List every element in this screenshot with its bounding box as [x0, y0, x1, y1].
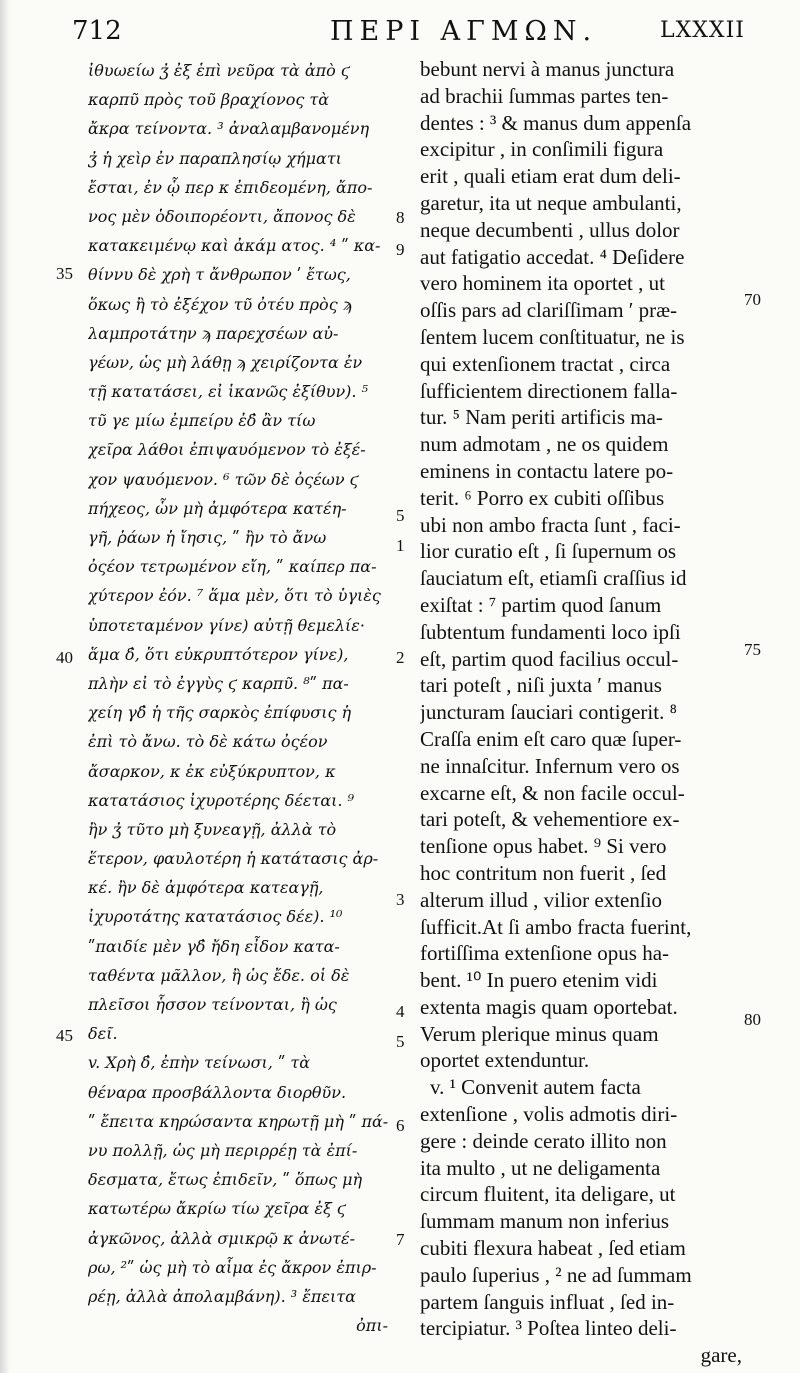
greek-line: κατατάσιος ἰχυροτέρης δέεται. ⁹	[88, 790, 355, 810]
latin-line: dentes : ³ & manus dum appenſa	[420, 110, 692, 135]
greek-line: γῆ, ῥάων ἡ ἴησις, ʺ ἢν τὸ ἄνω	[88, 528, 327, 547]
greek-line: χεῖρα λάθοι ἐπιψαυόμενον τὸ ἐξέ-	[88, 440, 366, 460]
greek-line: ταθέντα μᾶλλον, ἢ ὡς ἔδε. οἱ δὲ	[88, 965, 350, 985]
greek-line: κατωτέρω ἄκρίω τίω χεῖρα ἐξ ϛ	[88, 1199, 346, 1219]
latin-line: tercipiatur. ³ Poſtea linteo deli-	[420, 1316, 677, 1341]
greek-line: χον ψαυόμενον. ⁶ τῶν δὲ ὀςέων ϛ	[88, 469, 359, 489]
latin-line: ſubtentum fundamenti loco ipſi	[420, 619, 681, 644]
line-number-right: 80	[744, 1010, 761, 1029]
page-gutter-shadow	[0, 0, 10, 1373]
greek-line: νυ πολλῇ, ὡς μὴ περιρρέῃ τὰ ἐπί-	[88, 1140, 358, 1160]
greek-line: πλὴν εἰ τὸ ἐγγὺς ϛ καρπῦ. ⁸ʺ πα-	[88, 673, 349, 693]
verse-number: 1	[396, 536, 405, 555]
latin-line: tari poteſt , niſi juxta ʹ manus	[420, 673, 662, 698]
latin-line: bebunt nervi à manus junctura	[420, 57, 675, 81]
verse-number: 5	[396, 506, 405, 525]
greek-line: ἕτερον, φαυλοτέρη ἡ κατάτασις ἀρ-	[88, 849, 379, 869]
latin-text-column	[420, 56, 742, 1369]
latin-line: circum fluitent, ita deligare, ut	[420, 1182, 676, 1207]
greek-line: λαμπροτάτην ϡ παρεχσέων αὐ-	[88, 323, 339, 343]
greek-line: ρω, ²ʺ ὡς μὴ τὸ αἷμα ἐς ἄκρον ἐπιρ-	[88, 1257, 377, 1277]
latin-line: ſufficientem directionem falla-	[420, 378, 678, 403]
line-number-left: 35	[56, 264, 73, 283]
greek-line: ὅκως ἢ τὸ ἐξέχον τῦ ὀτέυ πρὸς ϡ	[88, 294, 352, 314]
page-number: 712	[72, 16, 122, 46]
latin-line: qui extenſionem tractat , circa	[420, 351, 671, 376]
greek-line: ὑποτεταμένον γίνε) αὐτῇ θεμελίε·	[88, 615, 365, 635]
latin-line: eſt, partim quod facilius occul-	[420, 646, 679, 671]
greek-line: κατακειμένῳ καὶ ἀκάμ ατος. ⁴ ʺ κα-	[88, 236, 381, 256]
latin-line: fortiſſima extenſione opus ha-	[420, 941, 670, 966]
latin-line: erit , quali etiam erat dum deli-	[420, 164, 681, 189]
latin-line: cubiti flexura habeat , ſed etiam	[420, 1236, 686, 1261]
latin-line: oportet extenduntur.	[420, 1048, 590, 1073]
running-title: ΠΕΡΙ ΑΓΜΩΝ.	[330, 16, 598, 47]
greek-line: ἀγκῶνος, ἀλλὰ σμικρῷ κ ἀνωτέ-	[88, 1228, 355, 1248]
latin-line: extenſione , volis admotis diri-	[420, 1102, 678, 1127]
greek-line: τῇ κατατάσει, εἰ ἱκανῶς ἐξίθυν). ⁵	[88, 382, 369, 402]
greek-line: δεῖ.	[88, 1024, 118, 1044]
latin-line: ad brachii ſummas partes ten-	[420, 83, 669, 108]
latin-line: extenta magis quam oportebat.	[420, 994, 678, 1019]
greek-line: θίννυ δὲ χρὴ τ ἄνθρωπον ʹ ἔτως,	[88, 265, 351, 285]
greek-line: τῦ γε μίω ἐμπείρυ ἐδ̓ ἂν τίω	[88, 411, 316, 431]
latin-line: gere : deinde cerato illito non	[420, 1128, 667, 1153]
latin-line: partem ſanguis influat , ſed in-	[420, 1289, 675, 1314]
greek-line: γέων, ὡς μὴ λάθῃ ϡ χειρίζοντα ἐν	[88, 352, 363, 372]
latin-line: Verum plerique minus quam	[420, 1021, 659, 1046]
greek-line: νος μὲν ὁδοιπορέοντι, ἄπονος δὲ	[88, 206, 356, 226]
greek-line: ἄκρα τείνοντα. ³ ἀναλαμβανομένη	[88, 119, 370, 139]
greek-line: θέναρα προσβάλλοντα διορθῦν.	[88, 1082, 347, 1102]
latin-line: tur. ⁵ Nam periti artificis ma-	[420, 405, 663, 430]
latin-line: lior curatio eſt , ſi ſupernum os	[420, 539, 677, 564]
greek-line: v. Χρὴ δ̓, ἐπὴν τείνωσι, ʺ τὰ	[88, 1053, 311, 1073]
greek-line: ʺπαιδίε μὲν γδ̓ ἤδη εἶδον κατα-	[88, 936, 340, 956]
latin-line: bent. ¹⁰ In puero etenim vidi	[420, 968, 658, 993]
latin-line: ubi non ambo fracta ſunt , faci-	[420, 512, 681, 537]
verse-number: 2	[396, 648, 405, 667]
running-header	[60, 14, 800, 50]
latin-line: Craſſa enim eſt caro quæ ſuper-	[420, 726, 682, 751]
verse-number: 8	[396, 208, 405, 227]
greek-catchword: ὀπι-	[356, 1316, 388, 1336]
line-number-right: 70	[744, 290, 761, 309]
folio-number: LXXXII	[660, 18, 745, 43]
latin-line: ſentem lucem conſtituatur, ne is	[420, 324, 685, 349]
greek-line: κέ. ἢν δὲ ἀμφότερα κατεαγῇ,	[88, 878, 324, 898]
latin-line: eminens in contactu latere po-	[420, 458, 674, 483]
verse-number: 3	[396, 890, 405, 909]
greek-line: ρέῃ, ἀλλὰ ἀπολαμβάνη). ³ ἔπειτα	[88, 1286, 356, 1306]
greek-line: ʒ̓ ἡ χεὶρ ἐν παραπλησίῳ χήματι	[88, 148, 342, 168]
latin-line: tari poteſt, & vehementiore ex-	[420, 807, 680, 832]
greek-line: δεσματα, ἔτως ἐπιδεῖν, ʺ ὅπως μὴ	[88, 1170, 363, 1190]
line-number-right: 75	[744, 640, 761, 659]
latin-line: ſauciatum eſt, etiamſi craſſius id	[420, 566, 687, 591]
greek-line: ἅμα δ̓, ὅτι εὐκρυπτότερον γίνε),	[88, 644, 349, 664]
greek-line: ἐπὶ τὸ ἄνω. τὸ δὲ κάτω ὀςέον	[88, 732, 328, 752]
latin-line: neque decumbenti , ullus dolor	[420, 217, 680, 242]
line-number-left: 45	[56, 1026, 73, 1045]
greek-text-column	[88, 56, 388, 1340]
latin-line: num admotam , ne os quidem	[420, 432, 669, 457]
greek-line: ἔσται, ἐν ᾧ περ κ ἐπιδεομένη, ἄπο-	[88, 177, 373, 197]
greek-line: πλεῖσοι ἧσσον τείνονται, ἢ ὡς	[88, 995, 337, 1014]
latin-line: tenſione opus habet. ⁹ Si vero	[420, 834, 667, 859]
latin-line: alterum illud , vilior extenſio	[420, 887, 663, 912]
greek-line: ἰχυροτάτης κατατάσιος δέε). ¹⁰	[88, 907, 343, 927]
latin-line: aut fatigatio accedat. ⁴ Deſidere	[420, 244, 685, 269]
greek-line: ὀςέον τετρωμένον εἴη, ʺ καίπερ πα-	[88, 557, 377, 577]
latin-line: juncturam ſauciari contigerit. ⁸	[420, 700, 677, 725]
verse-number: 6	[396, 1116, 405, 1135]
latin-line: vero hominem ita oportet , ut	[420, 271, 665, 296]
greek-line: ἢν ʒ̓ τῦτο μὴ ξυνεαγῇ, ἀλλὰ τὸ	[88, 819, 337, 839]
line-number-left: 40	[56, 648, 73, 667]
latin-line: v. ¹ Convenit autem facta	[430, 1075, 641, 1100]
verse-number: 9	[396, 240, 405, 259]
latin-line: exiſtat : ⁷ partim quod ſanum	[420, 592, 662, 617]
latin-line: excarne eſt, & non facile occul-	[420, 780, 685, 805]
greek-line: χείη γδ̓ ἡ τῆς σαρκὸς ἐπίφυσις ἡ	[88, 703, 352, 723]
verse-number: 7	[396, 1230, 405, 1249]
latin-catchword: gare,	[700, 1343, 742, 1368]
latin-line: hoc contritum non fuerit , ſed	[420, 860, 667, 885]
latin-line: ſufficit.At ſi ambo fracta fuerint,	[420, 914, 692, 939]
latin-line: paulo ſuperius , ² ne ad ſummam	[420, 1262, 692, 1287]
greek-line: καρπῦ πρὸς τοῦ βραχίονος τὰ	[88, 90, 330, 110]
latin-line: ſummam manum non inferius	[420, 1209, 670, 1234]
latin-line: garetur, ita ut neque ambulanti,	[420, 190, 682, 215]
greek-line: ʺ ἔπειτα κηρώσαντα κηρωτῇ μὴ ʺ πά-	[88, 1111, 388, 1131]
latin-line: excipitur , in conſimili figura	[420, 137, 664, 162]
verse-number: 5	[396, 1032, 405, 1051]
greek-line: ἰθυωείω ʒ̓ ἐξ ἑπὶ νεῦρα τὰ ἀπὸ ϛ	[88, 61, 350, 80]
greek-line: ἄσαρκον, κ ἐκ εὐξύκρυπτον, κ	[88, 761, 336, 781]
latin-line: ita multo , ut ne deligamenta	[420, 1155, 661, 1180]
latin-line: terit. ⁶ Porro ex cubiti oſſibus	[420, 485, 665, 510]
greek-line: πήχεος, ὧν μὴ ἀμφότερα κατέη-	[88, 498, 347, 518]
verse-number: 4	[396, 1002, 405, 1021]
greek-line: χύτερον ἐόν. ⁷ ἅμα μὲν, ὅτι τὸ ὑγιὲς	[88, 586, 381, 606]
latin-line: oſſis pars ad clariſſimam ʹ præ-	[420, 298, 678, 323]
latin-line: ne innaſcitur. Infernum vero os	[420, 753, 680, 778]
